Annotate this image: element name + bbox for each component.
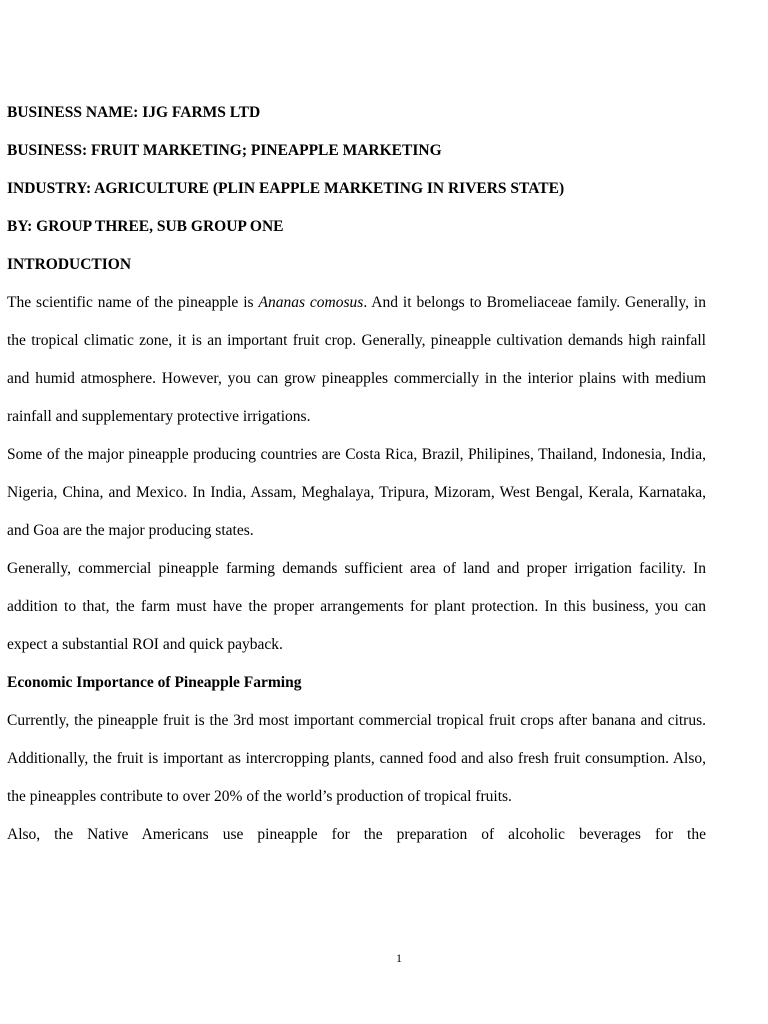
economic-paragraph-2: Also, the Native Americans use pineapple for the preparation of alcoholic beverages for the <box>7 826 706 843</box>
author-line: BY: GROUP THREE, SUB GROUP ONE <box>7 218 284 235</box>
introduction-heading: INTRODUCTION <box>7 256 132 273</box>
economic-importance-heading: Economic Importance of Pineapple Farming <box>7 674 302 691</box>
document-page <box>7 94 706 854</box>
page-number: 1 <box>396 951 402 965</box>
business-name-line: BUSINESS NAME: IJG FARMS LTD <box>7 104 261 121</box>
introduction-paragraph-3: Generally, commercial pineapple farming demands sufficient area of land and proper irrigation facility. In addition to that, the farm must have the proper arrangements for plant protection. In this business, you can expect a substantial ROI and quick payback. <box>7 560 706 653</box>
industry-line: INDUSTRY: AGRICULTURE (PLIN EAPPLE MARKETING IN RIVERS STATE) <box>7 180 565 197</box>
intro-p1-text-end: . And it belongs to Bromeliaceae family. Generally, in the tropical climatic zone, it is an important fruit crop. Generally, pineapple cultivation demands high rainfall and humid atmosphere. However, you can grow pineapples commercially in the interior plains with medium rainfall and supplementary protective irrigations. <box>7 294 706 425</box>
introduction-paragraph-1 <box>7 284 706 436</box>
business-line: BUSINESS: FRUIT MARKETING; PINEAPPLE MARKETING <box>7 142 442 159</box>
intro-p1-text-start: The scientific name of the pineapple is <box>7 294 259 311</box>
economic-paragraph-1: Currently, the pineapple fruit is the 3rd most important commercial tropical fruit crops after banana and citrus. Additionally, the fruit is important as intercropping plants, canned food and also fresh fruit consumption. Also, the pineapples contribute to over 20% of the world’s production of tropical fruits. <box>7 712 706 805</box>
scientific-name: Ananas comosus <box>258 294 364 311</box>
introduction-paragraph-2: Some of the major pineapple producing countries are Costa Rica, Brazil, Philipines, Thailand, Indonesia, India, Nigeria, China, and Mexico. In India, Assam, Meghalaya, Tripura, Mizoram, West Bengal, Kerala, Karnataka, and Goa are the major producing states. <box>7 446 706 539</box>
